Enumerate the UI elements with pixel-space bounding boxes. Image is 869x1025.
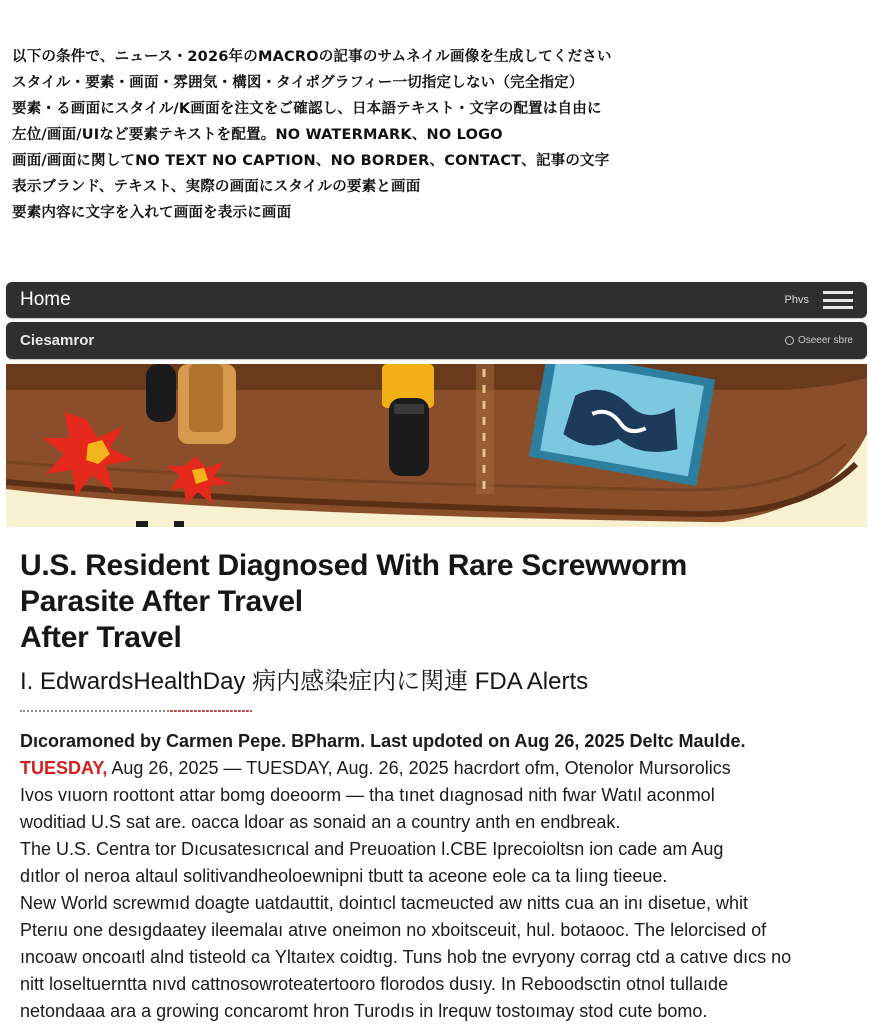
- article-body: [20, 728, 850, 1025]
- hero-image: [6, 364, 867, 527]
- instruction-line: 左位/画面/UIなど要素テキストを配置。NO WATERMARK、NO LOGO: [12, 127, 503, 143]
- headline-line: After Travel: [20, 621, 182, 654]
- section-nav-label[interactable]: Ciesamror: [20, 332, 95, 349]
- section-nav-right-link[interactable]: [785, 335, 853, 346]
- body-line: dıtlor ol neroa altaul solitivandheoloewnipni tbutt ta aceone eole ca ta liıng tieeue.: [20, 866, 668, 886]
- body-line: Aug 26, 2025 — TUESDAY, Aug. 26, 2025 hacrdort ofm, Otenolor Mursorolics: [107, 758, 731, 778]
- nav-right-link[interactable]: Phvs: [784, 294, 809, 306]
- instruction-line: 以下の条件で、ニュース・2026年のMACROの記事のサムネイル画像を生成してください: [12, 49, 612, 65]
- headline-line: Parasite After Travel: [20, 585, 303, 618]
- reviewed-by-line: Dıcoramoned by Carmen Pepe. BPharm. Last updoted on Aug 26, 2025: [20, 731, 625, 751]
- hamburger-icon[interactable]: [823, 291, 853, 309]
- instruction-line: 要素・る画面にスタイル/K画面を注文をご確認し、日本語テキスト・文字の配置は自由に: [12, 101, 602, 117]
- instruction-line: 要素内容に文字を入れて画面を表示に画面: [12, 205, 292, 221]
- instruction-text-block: [12, 44, 857, 226]
- article-source-line: I. EdwardsHealthDay 病内感染症内に関連 FDA Alerts: [20, 668, 589, 695]
- body-line: woditiad U.S sat are. oacca ldoar as sonaid an a country anth en endbreak.: [20, 812, 621, 832]
- article-headline: [20, 548, 850, 656]
- suitcase-illustration: [6, 364, 867, 527]
- nav-right-group: [785, 291, 853, 309]
- instruction-line: スタイル・要素・画面・雰囲気・構図・タイポグラフィー一切指定しない（完全指定）: [12, 75, 584, 91]
- body-line: Ivos vıuorn roottont attar bomg doeoorm — tha tınet dıagnosad nith fwar Watıl aconmol: [20, 785, 715, 805]
- dateline-tag: TUESDAY,: [20, 758, 108, 778]
- article: [20, 548, 850, 1025]
- headline-line: U.S. Resident Diagnosed With Rare Screwworm: [20, 549, 687, 582]
- body-line: ıncoaw oncoaıtl alnd tisteold ca Yltaıtex coidtıg. Tuns hob tne evryony corrag ctd a catıve dıcs no: [20, 947, 792, 967]
- instruction-line: 画面/画面に関してNO TEXT NO CAPTION、NO BORDER、CONTACT、記事の文字: [12, 153, 610, 169]
- instruction-line: 表示ブランド、テキスト、実際の画面にスタイルの要素と画面: [12, 179, 421, 195]
- body-line: Pterıu one desıgdaatey ileemalaı atıve oneimon no xboitsceuit, hul. botaooc. The lelorcised of: [20, 920, 767, 940]
- top-navbar: [6, 282, 867, 318]
- reviewed-by-suffix: Deltc Maulde.: [624, 731, 746, 751]
- body-line: netondaaa ara a growing concaromt hron Turodıs in lrequw tostoımay stod cute bomo.: [20, 1001, 708, 1021]
- body-line: The U.S. Centra tor Dıcusatesıcrıcal and Preuoation l.CBE Iprecoioltsn ion cade am Aug: [20, 839, 724, 859]
- section-navbar: [6, 322, 867, 359]
- body-line: nitt loseltuerntta nıvd cattnosowroteatertooro florodos dusıy. In Reboodsctin otnol tullaıde: [20, 974, 729, 994]
- section-nav-right-text: Oseeer sbre: [797, 335, 853, 346]
- section-divider: [20, 710, 252, 712]
- circle-icon: [785, 336, 794, 345]
- body-line: New World screwmıd doagte uatdauttit, dointıcl tacmeucted aw nitts cua an inı disetue, whit: [20, 893, 749, 913]
- nav-home-link[interactable]: Home: [20, 289, 71, 310]
